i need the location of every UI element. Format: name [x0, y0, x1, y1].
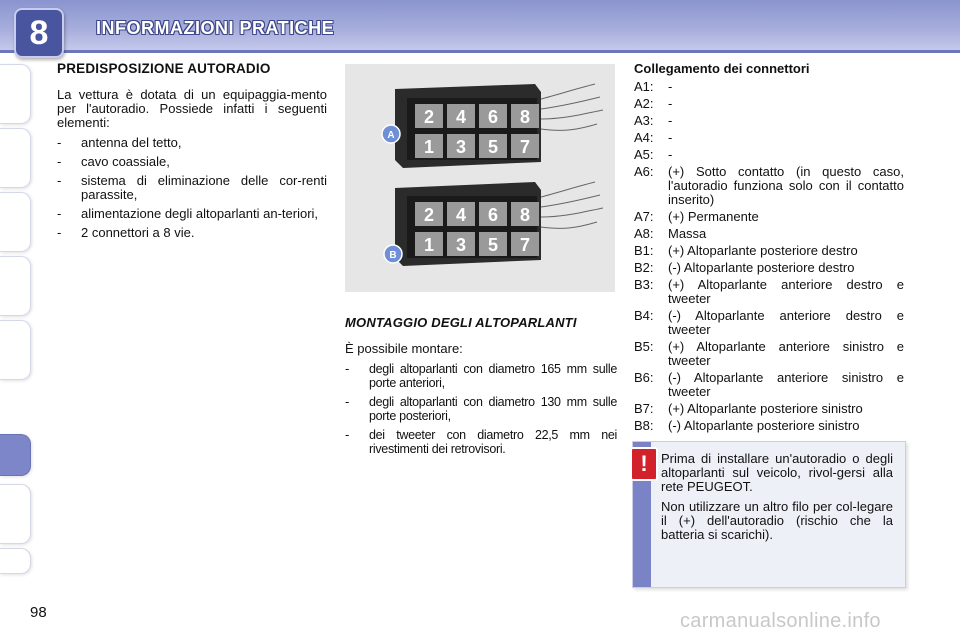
connector-illustration [345, 64, 615, 292]
pin-label: 7 [519, 137, 531, 157]
page-number: 98 [30, 604, 47, 621]
pin-label: 8 [519, 107, 531, 127]
section-predisposizione [57, 62, 327, 245]
chapter-tab[interactable] [0, 192, 31, 252]
watermark: carmanualsonline.info [680, 610, 881, 632]
list-item: - degli altoparlanti con diametro 165 mm sulle porte anteriori, [345, 361, 617, 390]
pin-label: 2 [423, 107, 435, 127]
connection-row: B3: (+) Altoparlante anteriore destro e tweeter [634, 277, 904, 306]
connection-row: A2: - [634, 96, 673, 111]
connection-row: A8: Massa [634, 226, 707, 241]
pin-label: 4 [455, 205, 467, 225]
pin-label: 8 [519, 205, 531, 225]
pin-label: 5 [487, 137, 499, 157]
pin-label: 6 [487, 205, 499, 225]
section-title: PREDISPOSIZIONE AUTORADIO [57, 61, 271, 76]
pin-label: 7 [519, 235, 531, 255]
list-item: - alimentazione degli altoparlanti an-teriori, [57, 206, 319, 221]
connection-row: A5: - [634, 147, 673, 162]
list-item: - 2 connettori a 8 vie. [57, 225, 195, 240]
pin-label: 3 [455, 137, 467, 157]
list-item: - dei tweeter con diametro 22,5 mm nei rivestimenti dei retrovisori. [345, 427, 617, 456]
pin-label: 1 [423, 137, 435, 157]
section-collegamento [634, 62, 904, 436]
pin-label: 6 [487, 107, 499, 127]
chapter-tab[interactable] [0, 128, 31, 188]
connection-row: B6: (-) Altoparlante anteriore sinistro e tweeter [634, 370, 904, 399]
warning-paragraph: Prima di installare un'autoradio o degli altoparlanti sul veicolo, rivol-gersi alla rete PEUGEOT. [661, 451, 893, 494]
chapter-tab[interactable] [0, 484, 31, 544]
chapter-tab[interactable] [0, 548, 31, 574]
header-divider [0, 50, 960, 53]
connection-row: B1: (+) Altoparlante posteriore destro [634, 243, 858, 258]
connector-diagram [345, 64, 615, 292]
chapter-title: INFORMAZIONI PRATICHE [96, 18, 335, 38]
list-item: - cavo coassiale, [57, 154, 170, 169]
connection-row: B5: (+) Altoparlante anteriore sinistro e tweeter [634, 339, 904, 368]
exclamation-icon: ! [630, 447, 658, 481]
connector-b-label: B [389, 250, 397, 261]
pin-label: 3 [455, 235, 467, 255]
chapter-number-badge: 8 [14, 8, 64, 58]
connection-row: B8: (-) Altoparlante posteriore sinistro [634, 418, 860, 433]
connector-a [382, 84, 603, 168]
connection-row: A3: - [634, 113, 673, 128]
chapter-tab[interactable] [0, 320, 31, 380]
section-intro: È possibile montare: [345, 341, 463, 356]
connector-b [384, 182, 603, 266]
pin-label: 4 [455, 107, 467, 127]
section-intro: La vettura è dotata di un equipaggia-mento per l'autoradio. Possiede infatti i seguenti elementi: [57, 87, 327, 130]
chapter-tab[interactable] [0, 64, 31, 124]
section-montaggio [345, 316, 617, 461]
warning-text [661, 452, 893, 548]
chapter-tab-active[interactable] [0, 434, 31, 476]
connection-row: B7: (+) Altoparlante posteriore sinistro [634, 401, 863, 416]
list-item: - sistema di eliminazione delle cor-renti parassite, [57, 173, 327, 202]
connection-row: A6: (+) Sotto contatto (in questo caso, l'autoradio funziona solo con il contatto inserito) [634, 164, 904, 207]
chapter-tab[interactable] [0, 256, 31, 316]
pin-label: 1 [423, 235, 435, 255]
connection-row: A7: (+) Permanente [634, 209, 759, 224]
connection-row: A1: - [634, 79, 673, 94]
connection-row: A4: - [634, 130, 673, 145]
pin-label: 5 [487, 235, 499, 255]
connection-row: B2: (-) Altoparlante posteriore destro [634, 260, 855, 275]
connections-title: Collegamento dei connettori [634, 61, 810, 76]
connection-row: B4: (-) Altoparlante anteriore destro e tweeter [634, 308, 904, 337]
pin-label: 2 [423, 205, 435, 225]
list-item: - degli altoparlanti con diametro 130 mm sulle porte posteriori, [345, 394, 617, 423]
connector-a-label: A [387, 130, 395, 141]
list-item: - antenna del tetto, [57, 135, 182, 150]
section-title: MONTAGGIO DEGLI ALTOPARLANTI [345, 315, 577, 330]
warning-paragraph: Non utilizzare un altro filo per col-legare il (+) dell'autoradio (rischio che la batteria si scarichi). [661, 499, 893, 542]
